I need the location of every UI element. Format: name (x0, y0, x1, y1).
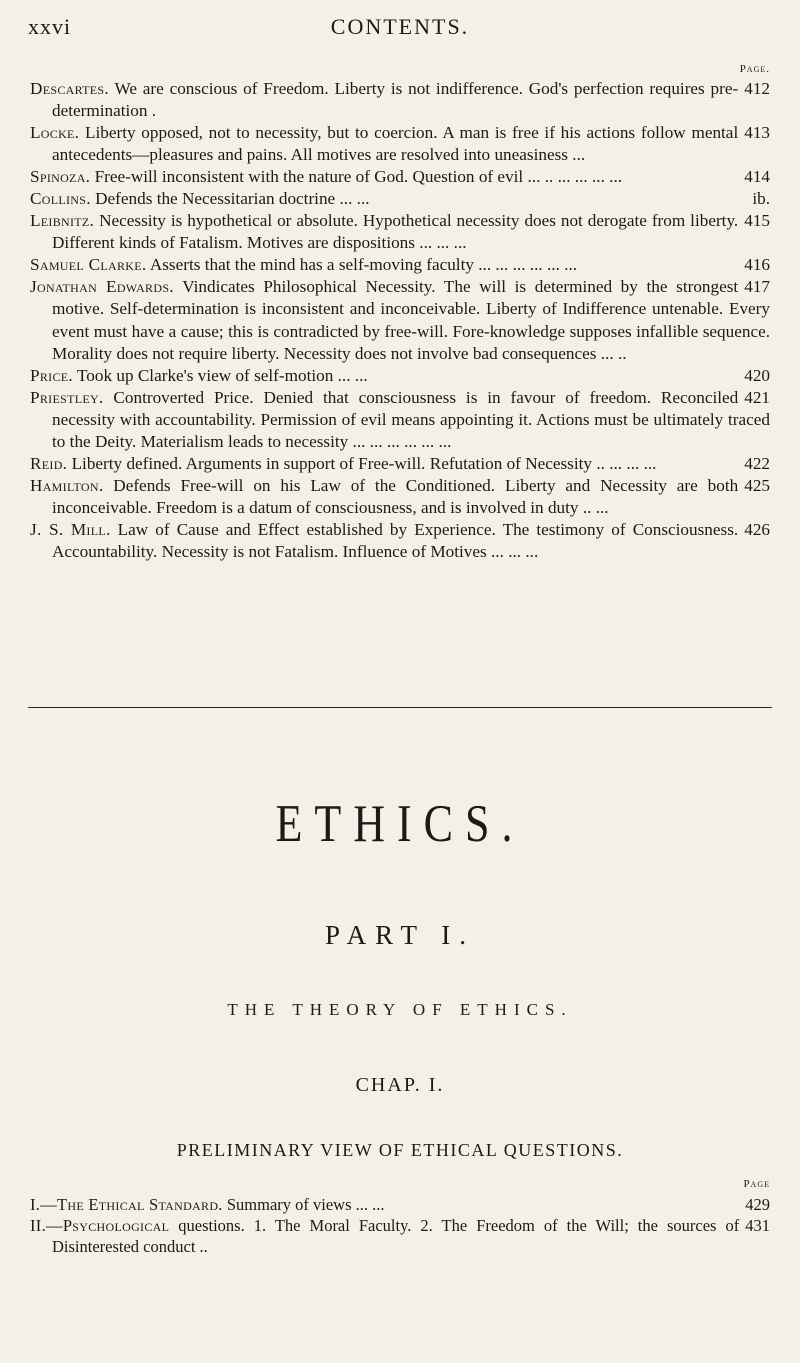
entry-author: Leibnitz. (30, 211, 95, 231)
entry-author: II.—Psychological (30, 1216, 170, 1235)
entry-summary: Defends the Necessitarian doctrine (90, 189, 336, 209)
entry-leader-dots: .. (195, 1237, 208, 1256)
entry-summary: We are conscious of Freedom. Liberty is not indifference. God's perfection requires pre-determination (52, 79, 739, 121)
entry-page-number: 420 (744, 365, 770, 385)
entry-summary: Summary of views (222, 1195, 352, 1214)
contents-entry (30, 276, 770, 364)
entry-page-number: 431 (745, 1216, 770, 1235)
contents-entry (30, 387, 770, 453)
chapter-page-label: Page (743, 1178, 770, 1190)
contents-entry (30, 210, 770, 254)
entry-page-number: 416 (744, 255, 770, 275)
entry-leader-dots: ... ... ... ... ... ... (348, 431, 452, 451)
entry-summary: Necessity is hypothetical or absolute. Hypothetical necessity does not derogate from liberty. Different kinds of Fatalism. Motives are dispositions (52, 211, 739, 253)
entry-page-number: 414 (744, 167, 770, 187)
contents-entry (30, 519, 770, 563)
chapter-title: PRELIMINARY VIEW OF ETHICAL QUESTIONS. (176, 1140, 624, 1160)
entry-summary: Took up Clarke's view of self-motion (73, 365, 334, 385)
entry-author: Hamilton. (30, 475, 104, 495)
entry-page-number: 413 (744, 123, 770, 143)
entry-leader-dots: ... ... (351, 1195, 385, 1214)
entry-summary: Liberty opposed, not to necessity, but to coercion. A man is free if his actions follow mental antecedents—pleasures and pains. All motives are resolved into uneasiness (52, 123, 739, 165)
entry-leader-dots: ... ... ... (486, 541, 539, 561)
running-head (28, 14, 772, 44)
entry-author: J. S. Mill. (30, 519, 111, 539)
entry-summary: Liberty defined. Arguments in support of Free-will. Refutation of Necessity (67, 453, 593, 473)
entry-author: Jonathan Edwards. (30, 277, 174, 297)
entry-page-number: 415 (744, 211, 770, 231)
page-folio: xxvi (28, 14, 72, 39)
entry-author: Collins. (30, 189, 91, 209)
entry-page-number: 417 (744, 277, 770, 297)
entry-page-number: ib. (752, 189, 770, 209)
page-column-label: Page. (739, 63, 770, 75)
entry-page-number: 421 (744, 387, 770, 407)
entry-page-number: 429 (745, 1195, 770, 1214)
contents-entry (30, 453, 770, 475)
entry-page-number: 422 (744, 453, 770, 473)
contents-entry (30, 166, 770, 188)
running-title: CONTENTS. (330, 14, 470, 39)
chapter-contents-list (30, 1194, 770, 1257)
section-title: ETHICS. (275, 794, 525, 853)
contents-entry (30, 122, 770, 166)
entry-author: Samuel Clarke. (30, 255, 147, 275)
entry-leader-dots: ... .. (596, 343, 627, 363)
entry-author: Priestley. (30, 387, 104, 407)
entry-page-number: 425 (744, 475, 770, 495)
entry-author: Locke. (30, 123, 80, 143)
entry-leader-dots: ... ... ... ... ... ... (473, 255, 578, 275)
contents-entry (30, 78, 770, 122)
entry-summary: Vindicates Philosophical Necessity. The will is determined by the strongest motive. Self-determination is inconsistent and inconceivable. Liberty of Indifference untenable. Every event must have a cause; this is contradicted by free-will. Fore-knowledge supposes infallible sequence. Morality does not require liberty. Necessity does not involve bad consequences (52, 277, 770, 363)
entry-leader-dots: .. ... (578, 497, 609, 517)
entry-summary: Law of Cause and Effect established by Experience. The testimony of Consciousness. Accountability. Necessity is not Fatalism. Influence of Motives (52, 519, 739, 561)
contents-entry (30, 1215, 770, 1257)
entry-summary: questions. 1. The Moral Faculty. 2. The Freedom of the Will; the sources of Disinterested conduct (52, 1216, 740, 1256)
entry-author: Descartes. (30, 79, 110, 98)
entry-leader-dots: .. ... ... ... (592, 453, 657, 473)
entry-page-number: 426 (744, 519, 770, 539)
contents-entry (30, 365, 770, 387)
entry-leader-dots: ... ... (335, 189, 370, 209)
entry-summary: Asserts that the mind has a self-moving faculty (146, 255, 474, 275)
entry-author: Reid. (30, 453, 68, 473)
contents-entry (30, 188, 770, 210)
part-heading: PART I. (325, 920, 475, 950)
contents-entry (30, 475, 770, 519)
part-subtitle: THE THEORY OF ETHICS. (227, 1000, 573, 1019)
entry-leader-dots: ... (567, 145, 586, 165)
entry-page-number: 412 (744, 79, 770, 98)
contents-list (30, 78, 770, 563)
entry-leader-dots: ... .. ... ... ... ... (523, 167, 623, 187)
contents-entry (30, 254, 770, 276)
contents-entry (30, 1194, 770, 1215)
entry-leader-dots: . (147, 101, 157, 121)
entry-author: Spinoza. (30, 167, 91, 187)
section-divider (28, 707, 772, 708)
entry-author: Price. (30, 365, 73, 385)
entry-summary: Controverted Price. Denied that consciousness is in favour of freedom. Reconciled necessity with accountability. Permission of evil means appointing it. Actions must be ultimately traced to the Deity. Materialism leads to necessity (52, 387, 770, 451)
entry-leader-dots: ... ... ... (414, 233, 467, 253)
entry-author: I.—The Ethical Standard. (30, 1195, 223, 1214)
entry-leader-dots: ... ... (333, 365, 368, 385)
entry-summary: Defends Free-will on his Law of the Conditioned. Liberty and Necessity are both inconceivable. Freedom is a datum of consciousness, and is involved in duty (52, 475, 739, 517)
entry-summary: Free-will inconsistent with the nature of God. Question of evil (90, 167, 524, 187)
chapter-heading: CHAP. I. (355, 1074, 445, 1096)
